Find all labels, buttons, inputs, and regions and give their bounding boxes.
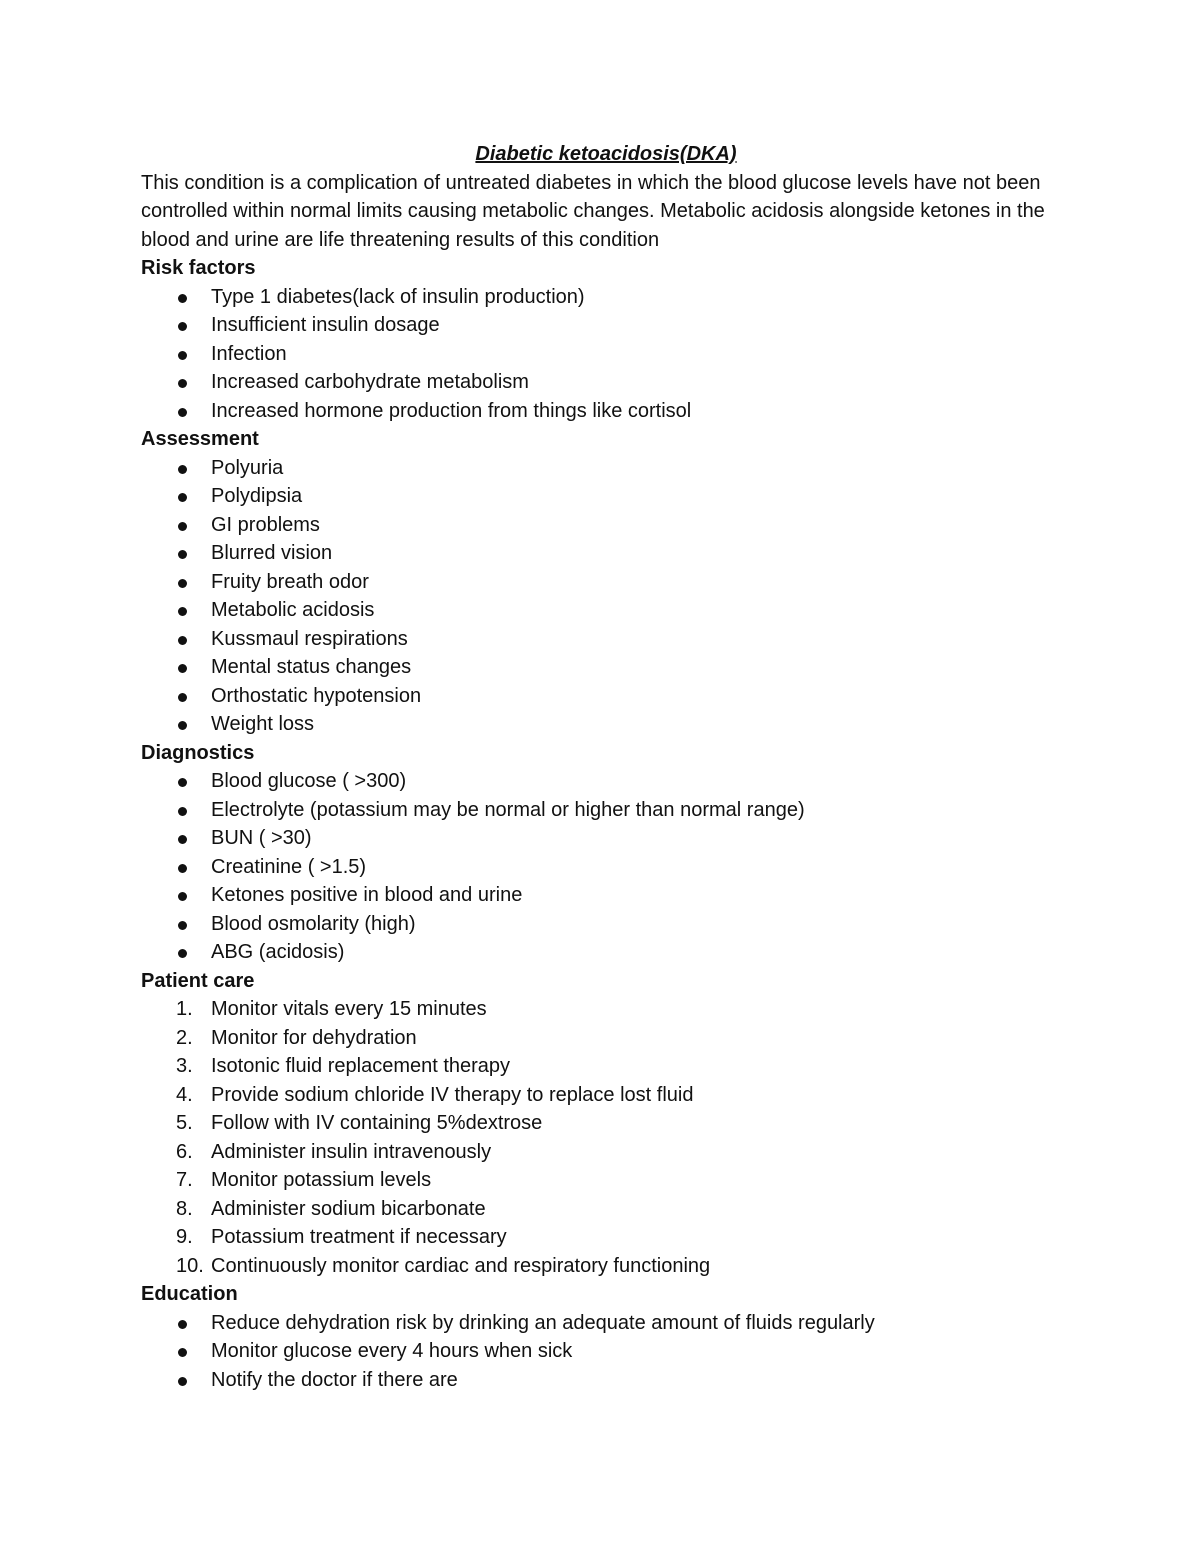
section-heading-education: Education <box>141 1283 238 1305</box>
list-item: 5. Follow with IV containing 5%dextrose <box>141 1109 1071 1138</box>
bullet-icon <box>178 493 187 502</box>
patient-care-list <box>141 995 1071 1280</box>
list-number: 7. <box>176 1169 193 1191</box>
bullet-icon <box>178 1377 187 1386</box>
list-item: Creatinine ( >1.5) <box>141 853 1071 882</box>
bullet-icon <box>178 1348 187 1357</box>
list-item: Notify the doctor if there are <box>141 1366 1071 1395</box>
diagnostics-list <box>141 767 1071 967</box>
list-item: Monitor glucose every 4 hours when sick <box>141 1337 1071 1366</box>
list-item: Increased hormone production from things like cortisol <box>141 397 1071 426</box>
list-item: Infection <box>141 340 1071 369</box>
intro-paragraph: This condition is a complication of untreated diabetes in which the blood glucose levels have not been controlled within normal limits causing metabolic changes. Metabolic acidosis alongside ketones in the blood and urine are life threatening results of this condition <box>141 171 1045 251</box>
section-heading-diagnostics: Diagnostics <box>141 741 255 764</box>
section-heading-patient-care: Patient care <box>141 969 255 992</box>
list-number: 8. <box>176 1197 193 1220</box>
bullet-icon <box>178 664 187 673</box>
bullet-icon <box>178 807 187 816</box>
list-item: 9. Potassium treatment if necessary <box>141 1223 1071 1252</box>
section-heading-assessment: Assessment <box>141 428 259 450</box>
bullet-icon <box>178 522 187 531</box>
list-item: Polyuria <box>141 454 1071 483</box>
list-item: 1. Monitor vitals every 15 minutes <box>141 995 1071 1024</box>
list-item: Reduce dehydration risk by drinking an adequate amount of fluids regularly <box>141 1309 1071 1338</box>
list-number: 4. <box>176 1083 193 1106</box>
list-item: Electrolyte (potassium may be normal or higher than normal range) <box>141 796 1071 825</box>
document-title: Diabetic ketoacidosis(DKA) <box>475 143 737 165</box>
bullet-icon <box>178 579 187 588</box>
bullet-icon <box>178 322 187 331</box>
section-heading-risk-factors: Risk factors <box>141 257 256 279</box>
list-item: Increased carbohydrate metabolism <box>141 368 1071 397</box>
list-item: Insufficient insulin dosage <box>141 311 1071 340</box>
list-number: 10. <box>176 1254 204 1277</box>
education-list <box>141 1309 1071 1395</box>
list-item: Fruity breath odor <box>141 568 1071 597</box>
bullet-icon <box>178 1320 187 1329</box>
list-number: 1. <box>176 998 193 1020</box>
list-item: 6. Administer insulin intravenously <box>141 1138 1071 1167</box>
list-item: 4. Provide sodium chloride IV therapy to replace lost fluid <box>141 1081 1071 1110</box>
list-number: 3. <box>176 1055 193 1077</box>
list-item: Mental status changes <box>141 653 1071 682</box>
document-page <box>141 140 1071 1394</box>
bullet-icon <box>178 550 187 559</box>
bullet-icon <box>178 294 187 303</box>
bullet-icon <box>178 379 187 388</box>
list-item: Weight loss <box>141 710 1071 739</box>
list-item: 7. Monitor potassium levels <box>141 1166 1071 1195</box>
list-number: 6. <box>176 1140 193 1163</box>
bullet-icon <box>178 607 187 616</box>
list-item: 3. Isotonic fluid replacement therapy <box>141 1052 1071 1081</box>
list-item: 2. Monitor for dehydration <box>141 1024 1071 1053</box>
bullet-icon <box>178 636 187 645</box>
bullet-icon <box>178 835 187 844</box>
bullet-icon <box>178 465 187 474</box>
list-item: Blurred vision <box>141 539 1071 568</box>
list-number: 9. <box>176 1226 193 1248</box>
list-item: ABG (acidosis) <box>141 938 1071 967</box>
bullet-icon <box>178 693 187 702</box>
list-item: 10. Continuously monitor cardiac and respiratory functioning <box>141 1252 1071 1281</box>
bullet-icon <box>178 864 187 873</box>
bullet-icon <box>178 721 187 730</box>
bullet-icon <box>178 949 187 958</box>
list-item: Blood osmolarity (high) <box>141 910 1071 939</box>
bullet-icon <box>178 408 187 417</box>
bullet-icon <box>178 778 187 787</box>
assessment-list <box>141 454 1071 739</box>
list-item: Polydipsia <box>141 482 1071 511</box>
list-item: Orthostatic hypotension <box>141 682 1071 711</box>
list-item: BUN ( >30) <box>141 824 1071 853</box>
list-item: Kussmaul respirations <box>141 625 1071 654</box>
bullet-icon <box>178 892 187 901</box>
risk-factors-list <box>141 283 1071 426</box>
list-item: 8. Administer sodium bicarbonate <box>141 1195 1071 1224</box>
list-item: Blood glucose ( >300) <box>141 767 1071 796</box>
list-item: Type 1 diabetes(lack of insulin production) <box>141 283 1071 312</box>
list-item: Metabolic acidosis <box>141 596 1071 625</box>
list-number: 5. <box>176 1112 193 1134</box>
list-item: GI problems <box>141 511 1071 540</box>
bullet-icon <box>178 921 187 930</box>
list-item: Ketones positive in blood and urine <box>141 881 1071 910</box>
list-number: 2. <box>176 1026 193 1049</box>
bullet-icon <box>178 351 187 360</box>
